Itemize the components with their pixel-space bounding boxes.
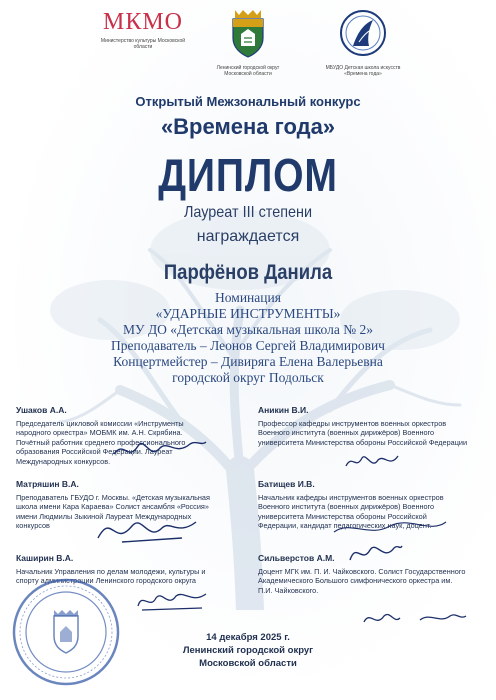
diploma-heading: ДИПЛОМ [158, 149, 338, 201]
logo-right-caption: МБУДО Детская школа искусств «Времена года» [325, 65, 401, 77]
city-line: городской округ Подольск [172, 370, 324, 385]
signature-anikin-icon [342, 448, 402, 476]
jury-member-title: Доцент МГК им. П. И. Чайковского. Солист Государственного Академического Большого симфонического оркестра им. П.И. Чайковского. [258, 566, 466, 595]
school-name: МУ ДО «Детская музыкальная школа № 2» [123, 322, 373, 337]
signature-kashirin-icon [132, 586, 212, 614]
issue-date: 14 декабря 2025 г. [206, 632, 290, 643]
teacher-line: Преподаватель – Леонов Сергей Владимирович [111, 338, 385, 353]
official-stamp-icon [10, 576, 122, 688]
nomination-label: Номинация [215, 290, 281, 305]
jury-member-title: Преподаватель ГБУДО г. Москвы. «Детская музыкальная школа имени Кара Караева» Солист ансамбля «Россия» имени Людмилы Зыкиной Лауреат Международных конкурсов [16, 492, 210, 530]
contest-name: Открытый Межзональный конкурс [135, 94, 361, 109]
accompanist-line: Концертмейстер – Дивиряга Елена Валерьевна [113, 354, 383, 369]
signature-matryashin-icon [92, 508, 202, 552]
awarded-label: награждается [196, 228, 300, 245]
jury-member-name: Каширин В.А. [16, 553, 74, 563]
jury-member-name: Сильверстов А.М. [258, 553, 335, 563]
jury-member-title: Начальник кафедры инструментов военных оркестров Военного института (военных дирижёров) Военного университета Министерства обороны Российской Федерации, кандидат педагогических наук, доцент. [258, 492, 444, 530]
jury-member-name: Матряшин В.А. [16, 479, 79, 489]
logo-mid-caption: Ленинский городской округ Московской области [216, 65, 280, 77]
jury-member-name: Аникин В.И. [258, 405, 309, 415]
jury-member-title: Начальник Управления по делам молодежи, культуры и спорту администрации Ленинского городского округа [16, 566, 206, 585]
jury-member [258, 406, 468, 447]
logo-left-caption: Министерство культуры Московской области [100, 38, 186, 50]
jury-member-name: Батищев И.В. [258, 479, 315, 489]
coat-of-arms-icon [229, 8, 267, 58]
laureate-degree: Лауреат III степени [183, 204, 313, 221]
signature-ushakov-icon [110, 432, 210, 468]
jury-member-name: Ушаков А.А. [16, 405, 67, 415]
issue-region: Московской области [199, 658, 297, 669]
logo-mkmo [98, 8, 188, 50]
jury-member-title: Профессор кафедры инструментов военных оркестров Военного института (военных дирижёров) Военного университета Министерства обороны Российской Федерации [258, 418, 468, 447]
laureate-name: Парфёнов Данила [163, 261, 333, 284]
nomination-value: «УДАРНЫЕ ИНСТРУМЕНТЫ» [155, 306, 341, 321]
contest-title: «Времена года» [160, 114, 336, 139]
issue-district: Ленинский городской округ [182, 645, 314, 656]
mkmo-logo-text: МКМО [102, 9, 184, 35]
jury-member-title: Председатель цикловой комиссии «Инструменты народного оркестра» МОБМК им. А.Н. Скрябина. Почётный работник среднего профессионального образования Российской Федерации. Лауреат Международных конкурсов. [16, 418, 186, 466]
logo-coat-of-arms [212, 8, 284, 77]
logo-music-school [318, 8, 408, 77]
school-emblem-icon [339, 8, 387, 58]
mkmo-logo-mark [98, 8, 188, 36]
signature-silverstov-icon [344, 538, 404, 568]
signature-extra-icon [360, 606, 470, 632]
